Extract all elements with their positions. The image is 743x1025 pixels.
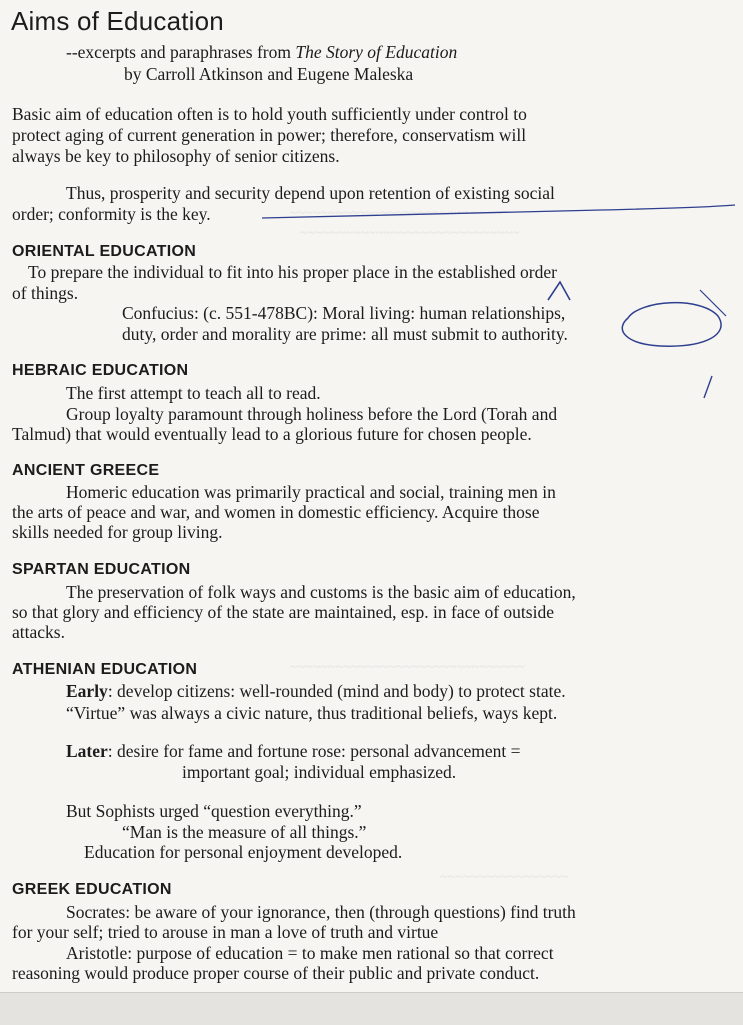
text-line: Homeric education was primarily practical and social, training men in	[66, 482, 556, 502]
text-line: Group loyalty paramount through holiness before the Lord (Torah and	[66, 404, 558, 424]
show-through-text: ~~~~~~~~~~~~~~~~~~~~~~~~~~~~~~~	[290, 660, 525, 675]
document-title: Aims of Education	[11, 6, 224, 36]
text-line: Confucius: (c. 551-478BC): Moral living: human relationships,	[122, 303, 566, 323]
later-label: Later	[66, 741, 108, 761]
text-line: for your self; tried to arouse in man a love of truth and virtue	[12, 922, 439, 942]
later-text: : desire for fame and fortune rose: personal advancement =	[107, 741, 521, 761]
show-through-text: ~~~~~~~~~~~~~~~~~	[440, 870, 569, 885]
pen-tick-mark	[700, 290, 726, 316]
text-line: order; conformity is the key.	[12, 204, 211, 224]
text-line: Education for personal enjoyment developed.	[84, 842, 403, 862]
text-line: Talmud) that would eventually lead to a glorious future for chosen people.	[12, 424, 532, 444]
text-line: the arts of peace and war, and women in domestic efficiency. Acquire those	[12, 502, 540, 522]
text-line: so that glory and efficiency of the state are maintained, esp. in face of outside	[12, 602, 554, 622]
section-heading-athenian: ATHENIAN EDUCATION	[12, 661, 198, 678]
page-bottom-edge	[0, 992, 743, 1025]
text-line: Thus, prosperity and security depend upon retention of existing social	[66, 183, 555, 203]
section-heading-oriental: ORIENTAL EDUCATION	[12, 243, 197, 260]
text-line: “Man is the measure of all things.”	[122, 822, 367, 842]
pen-circle-mark	[622, 303, 721, 347]
text-line	[66, 741, 520, 762]
text-line: attacks.	[12, 622, 65, 642]
subtitle-prefix: --excerpts and paraphrases from	[66, 42, 296, 62]
book-title: The Story of Education	[295, 42, 458, 62]
pen-caret-mark	[548, 282, 570, 300]
section-heading-hebraic: HEBRAIC EDUCATION	[12, 362, 189, 379]
document-byline: by Carroll Atkinson and Eugene Maleska	[124, 64, 414, 84]
show-through-text: ~~~~~~~~~~~~~~~~~~~~~~~~~~~~~	[300, 226, 520, 241]
text-line: Basic aim of education often is to hold youth sufficiently under control to	[12, 104, 527, 124]
text-line: Socrates: be aware of your ignorance, then (through questions) find truth	[66, 902, 576, 922]
text-line: Aristotle: purpose of education = to make men rational so that correct	[66, 943, 554, 963]
text-line: reasoning would produce proper course of their public and private conduct.	[12, 963, 540, 983]
text-line: “Virtue” was always a civic nature, thus traditional beliefs, ways kept.	[66, 703, 558, 723]
section-heading-greek: GREEK EDUCATION	[12, 881, 172, 898]
early-label: Early	[66, 681, 108, 701]
text-line: The first attempt to teach all to read.	[66, 383, 321, 403]
text-line: important goal; individual emphasized.	[182, 762, 457, 782]
intro-paragraph-1	[12, 104, 732, 167]
early-text: : develop citizens: well-rounded (mind and body) to protect state.	[107, 681, 566, 701]
text-line: The preservation of folk ways and customs is the basic aim of education,	[66, 582, 576, 602]
text-line	[66, 681, 566, 702]
text-line: To prepare the individual to fit into his proper place in the established order	[28, 262, 557, 282]
document-subtitle	[66, 41, 457, 63]
text-line: always be key to philosophy of senior citizens.	[12, 146, 340, 166]
text-line: skills needed for group living.	[12, 522, 223, 542]
intro-paragraph-2	[12, 183, 732, 225]
show-through-text: ~~~~~~~~~~~~~~~~~~~~~~~~~~~~	[290, 206, 503, 221]
text-line: of things.	[12, 283, 79, 303]
text-line: duty, order and morality are prime: all must submit to authority.	[122, 324, 568, 344]
section-heading-ancient-greece: ANCIENT GREECE	[12, 462, 160, 479]
section-heading-spartan: SPARTAN EDUCATION	[12, 561, 191, 578]
text-line: protect aging of current generation in power; therefore, conservatism will	[12, 125, 527, 145]
pen-slash-mark	[704, 376, 712, 398]
text-line: But Sophists urged “question everything.”	[66, 801, 362, 821]
